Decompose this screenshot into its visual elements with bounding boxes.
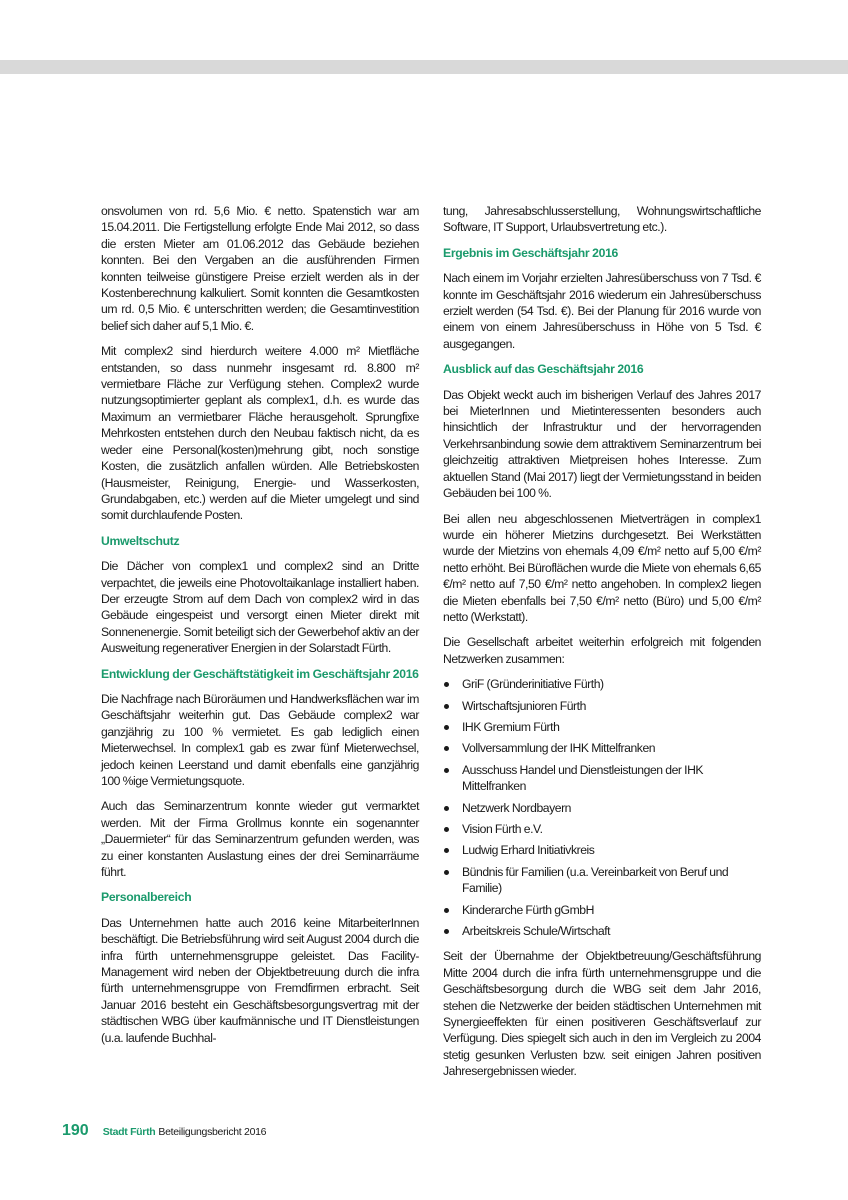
bullet-icon (444, 746, 449, 751)
section-heading: Ergebnis im Geschäftsjahr 2016 (443, 245, 619, 260)
list-item (443, 864, 761, 897)
right-column (443, 203, 761, 1089)
paragraph: Bei allen neu abgeschlossenen Mietverträgen in complex1 wurde ein höherer Mietzins durchgesetzt. Bei Werkstätten wurde der Mietzins von ehemals 4,09 €/m² netto auf 5,00 €/m² netto erhöht. Bei Büroflächen wurde die Miete von ehemals 6,65 €/m² netto auf 7,50 €/m² netto angehoben. In complex2 liegen die Mieten ebenfalls bei 7,50 €/m² netto (Büro) und 5,00 €/m² netto (Werkstatt). (443, 511, 761, 624)
list-item-text: GriF (Gründerinitiative Fürth) (462, 677, 604, 692)
bullet-icon (444, 725, 449, 730)
list-item-text: Wirtschaftsjunioren Fürth (462, 698, 586, 713)
list-item (443, 698, 761, 714)
list-item-text: Ausschuss Handel und Dienstleistungen der IHK Mittelfranken (462, 762, 704, 794)
bullet-icon (444, 929, 449, 934)
paragraph: Das Unternehmen hatte auch 2016 keine MitarbeiterInnen beschäftigt. Die Betriebsführung wird seit August 2004 durch die infra fürth unternehmensgruppe geleistet. Das Facility-Management wird neben der Objektbetreuung durch die infra fürth unternehmensgruppe von Fremdfirmen erbracht. Seit Januar 2016 besteht ein Geschäftsbesorgungsvertrag mit der städtischen WBG über kaufmännische und IT Dienstleistungen (u.a. laufende Buchhal- (101, 915, 419, 1045)
paragraph: Das Objekt weckt auch im bisherigen Verlauf des Jahres 2017 bei MieterInnen und Mietinteressenten besonders auch hinsichtlich der Infrastruktur und der hervorragenden Verkehrsanbindung sowie dem attraktivem Seminarzentrum bei gleichzeitig attraktiven Mietpreisen hohes Interesse. Zum aktuellen Stand (Mai 2017) liegt der Vermietungsstand in beiden Gebäuden bei 100 %. (443, 387, 761, 501)
list-item-text: Arbeitskreis Schule/Wirtschaft (462, 924, 611, 939)
bullet-icon (444, 908, 449, 913)
list-item-text: Ludwig Erhard Initiativkreis (462, 843, 595, 858)
paragraph: onsvolumen von rd. 5,6 Mio. € netto. Spatenstich war am 15.04.2011. Die Fertigstellung erfolgte Ende Mai 2012, so dass die ersten Mieter am 01.06.2012 das Gebäude beziehen konnten. Bei den Vergaben an die ausführenden Firmen konnten teilweise günstigere Preise erzielt werden als in der Kostenberechnung kalkuliert. Somit konnten die Gesamtkosten um rd. 0,5 Mio. € unterschritten werden; die Gesamtinvestition belief sich daher auf 5,1 Mio. €. (101, 204, 419, 333)
bullet-icon (444, 768, 449, 773)
list-item (443, 676, 761, 692)
bullet-icon (444, 704, 449, 709)
network-list (443, 676, 761, 939)
list-item (443, 842, 761, 858)
list-item (443, 719, 761, 735)
section-heading: Umweltschutz (101, 533, 180, 548)
left-column (101, 203, 419, 1055)
list-item (443, 923, 761, 939)
list-item-text: IHK Gremium Fürth (462, 719, 560, 734)
paragraph: Auch das Seminarzentrum konnte wieder gut vermarktet werden. Mit der Firma Grollmus konnte ein sogenannter „Dauermieter“ für das Seminarzentrum gefunden werden, was zu einer konstanten Auslastung eines der drei Seminarräume führt. (101, 799, 419, 880)
section-heading: Entwicklung der Geschäftstätigkeit im Geschäftsjahr 2016 (101, 666, 419, 681)
list-item-text: Vision Fürth e.V. (462, 822, 543, 836)
section-heading: Personalbereich (101, 890, 192, 905)
list-item-text: Vollversammlung der IHK Mittelfranken (462, 741, 656, 756)
list-item-text: Kinderarche Fürth gGmbH (462, 902, 594, 917)
paragraph: Die Dächer von complex1 und complex2 sind an Dritte verpachtet, die jeweils eine Photovoltaikanlage installiert haben. Der erzeugte Strom auf dem Dach von complex2 wird in das Gebäude eingespeist und versorgt einen Mieter direkt mit Sonnenenergie. Somit beteiligt sich der Gewerbehof aktiv an der Ausweitung regenerativer Energien in der Solarstadt Fürth. (101, 559, 419, 656)
bullet-icon (444, 682, 449, 687)
bullet-icon (444, 870, 449, 875)
footer-title: Beteiligungsbericht 2016 (158, 1126, 267, 1138)
footer-brand: Stadt Fürth (102, 1126, 156, 1138)
list-item (443, 821, 761, 837)
bullet-icon (444, 827, 449, 832)
paragraph: Seit der Übernahme der Objektbetreuung/Geschäftsführung Mitte 2004 durch die infra fürth unternehmensgruppe und die Geschäftsbesorgung durch die WBG seit dem Jahr 2016, stehen die Netzwerke der beiden städtischen Unternehmen mit Synergieeffekten für einen positiveren Geschäftsverlauf zur Verfügung. Dies spiegelt sich auch in den im Vergleich zu 2004 stetig gesunken Verlusten bzw. seit einigen Jahren positiven Jahresergebnissen wieder. (443, 949, 761, 1079)
paragraph: Mit complex2 sind hierdurch weitere 4.000 m² Mietfläche entstanden, so dass nunmehr insgesamt rd. 8.800 m² vermietbare Fläche zur Verfügung stehen. Complex2 wurde nutzungsoptimierter geplant als complex1, d.h. es wurde das Maximum an vermietbarer Fläche herausgeholt. Sprungfixe Mehrkosten entstehen durch den Neubau faktisch nicht, da es weder eine Personal(kosten)mehrung gibt, noch sonstige Kosten, die zusätzlich anfallen würden. Alle Betriebskosten (Hausmeister, Reinigung, Energie- und Wasserkosten, Grundabgaben, etc.) werden auf die Mieter umgelegt und sind somit durchlaufende Posten. (101, 344, 419, 523)
list-item-text: Bündnis für Familien (u.a. Vereinbarkeit von Beruf und Familie) (462, 864, 729, 896)
section-heading: Ausblick auf das Geschäftsjahr 2016 (443, 362, 644, 377)
list-item (443, 800, 761, 816)
list-item-text: Netzwerk Nordbayern (462, 800, 572, 815)
list-item (443, 762, 761, 795)
paragraph: tung, Jahresabschlusserstellung, Wohnungswirtschaftliche Software, IT Support, Urlaubsvertretung etc.). (443, 204, 761, 235)
page-footer (62, 1122, 266, 1140)
paragraph: Nach einem im Vorjahr erzielten Jahresüberschuss von 7 Tsd. € konnte im Geschäftsjahr 2016 wiederum ein Jahresüberschuss erzielt werden (54 Tsd. €). Bei der Planung für 2016 wurde von einem von einem Jahresüberschuss in Höhe von 5 Tsd. € ausgegangen. (443, 271, 761, 351)
list-item (443, 902, 761, 918)
list-item (443, 740, 761, 756)
page-number: 190 (62, 1122, 89, 1139)
bullet-icon (444, 848, 449, 853)
paragraph: Die Nachfrage nach Büroräumen und Handwerksflächen war im Geschäftsjahr weiterhin gut. Das Gebäude complex2 war ganzjährig zu 100 % vermietet. Es gab lediglich einen Mieterwechsel. In complex1 gab es zwar fünf Mieterwechsel, jedoch keinen Leerstand und damit ebenfalls eine ganzjährig 100 %ige Vermietungsquote. (101, 691, 419, 788)
paragraph: Die Gesellschaft arbeitet weiterhin erfolgreich mit folgenden Netzwerken zusammen: (443, 635, 761, 666)
bullet-icon (444, 806, 449, 811)
header-bar (0, 60, 848, 74)
